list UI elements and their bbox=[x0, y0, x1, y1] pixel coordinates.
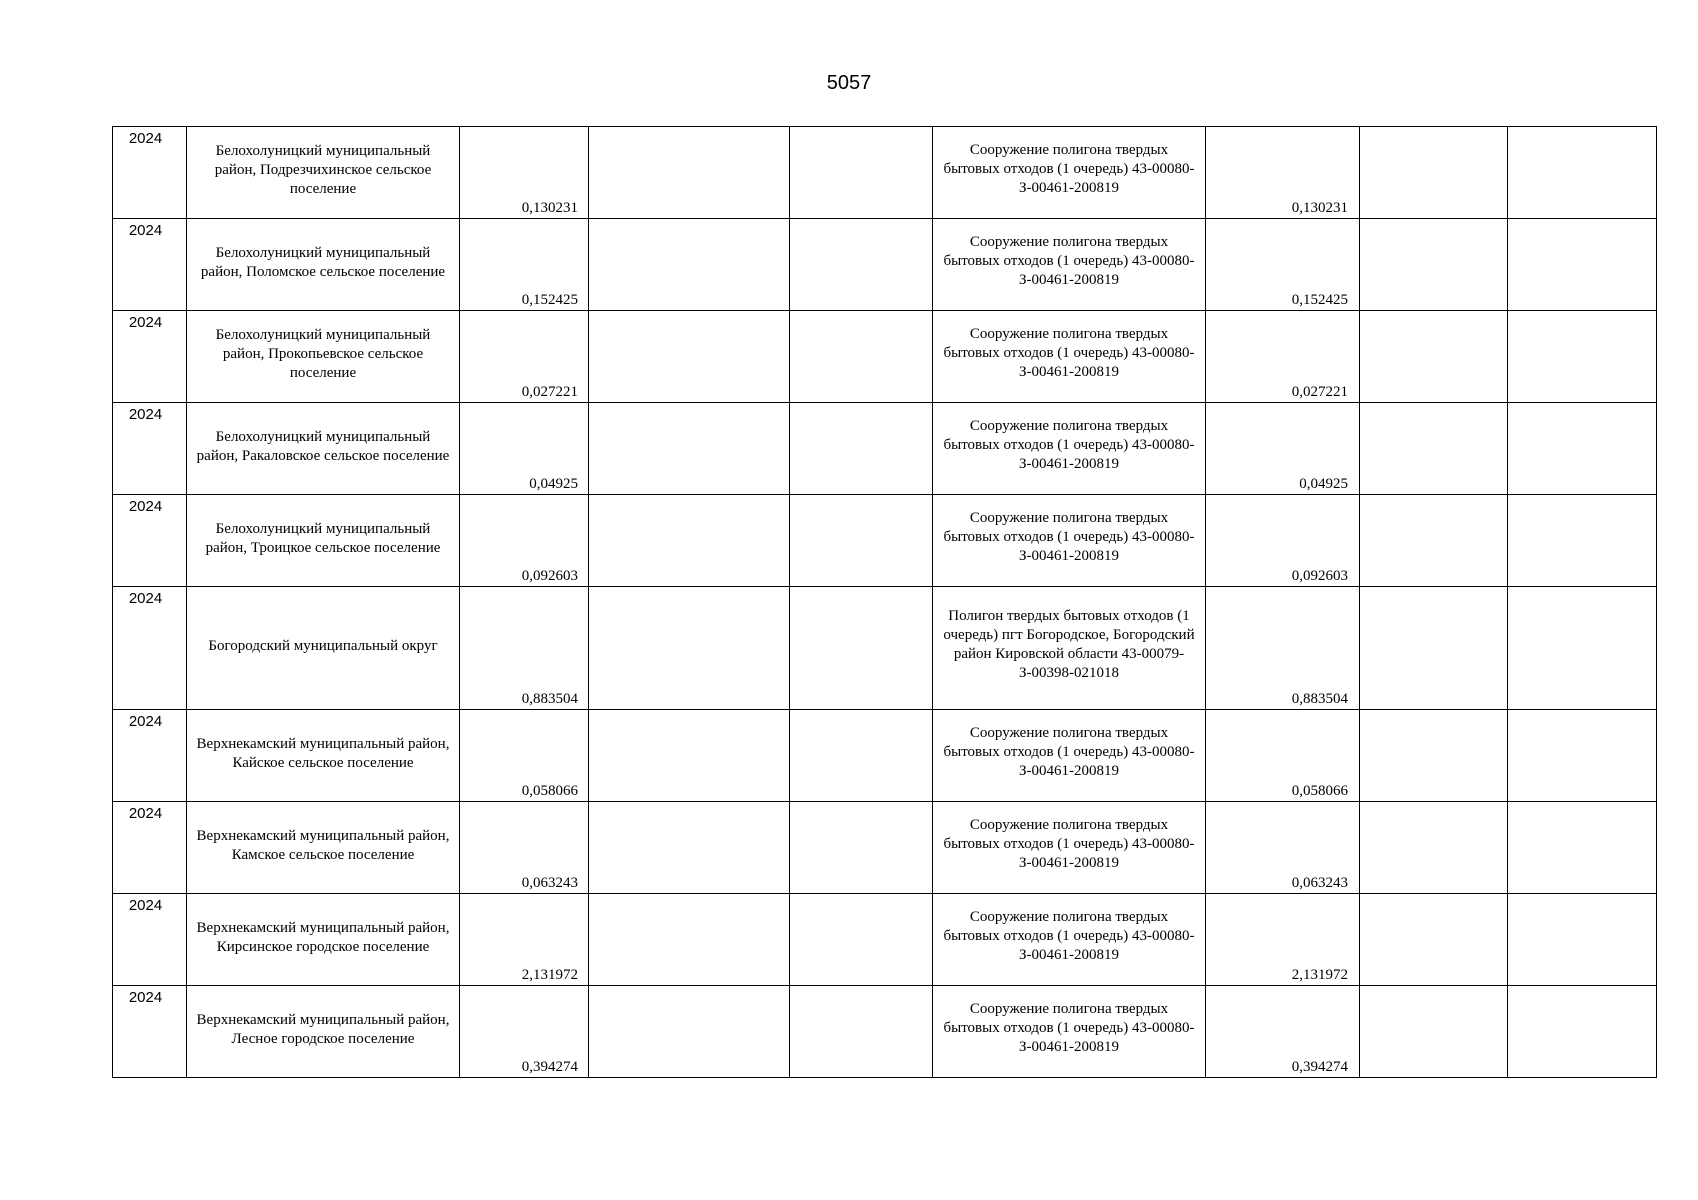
empty-cell bbox=[1360, 587, 1508, 710]
value-cell bbox=[460, 311, 589, 403]
value-cell bbox=[460, 495, 589, 587]
year-value: 2024 bbox=[128, 222, 163, 239]
object-name: Сооружение полигона твердых бытовых отходов (1 очередь) 43-00080-З-00461-200819 bbox=[943, 1001, 1195, 1055]
object-name: Сооружение полигона твердых бытовых отходов (1 очередь) 43-00080-З-00461-200819 bbox=[943, 326, 1195, 380]
empty-cell bbox=[1360, 894, 1508, 986]
object-value-cell bbox=[1206, 587, 1360, 710]
municipality-cell bbox=[187, 802, 460, 894]
municipality-cell bbox=[187, 219, 460, 311]
year-cell bbox=[113, 710, 187, 802]
empty-cell bbox=[1508, 403, 1657, 495]
municipality-name: Верхнекамский муниципальный район, Камское сельское поселение bbox=[196, 827, 450, 863]
empty-cell bbox=[1508, 127, 1657, 219]
municipality-cell bbox=[187, 311, 460, 403]
object-value: 0,058066 bbox=[1291, 783, 1348, 799]
empty-cell bbox=[790, 219, 933, 311]
empty-cell bbox=[589, 127, 790, 219]
year-value: 2024 bbox=[128, 897, 163, 914]
value-cell bbox=[460, 986, 589, 1078]
year-value: 2024 bbox=[128, 130, 163, 147]
object-value: 0,092603 bbox=[1291, 568, 1348, 584]
empty-cell bbox=[790, 495, 933, 587]
object-value: 0,04925 bbox=[1299, 476, 1348, 492]
object-value-cell bbox=[1206, 986, 1360, 1078]
object-value: 0,027221 bbox=[1291, 384, 1348, 400]
object-name: Сооружение полигона твердых бытовых отходов (1 очередь) 43-00080-З-00461-200819 bbox=[943, 234, 1195, 288]
object-value-cell bbox=[1206, 802, 1360, 894]
empty-cell bbox=[589, 587, 790, 710]
year-cell bbox=[113, 587, 187, 710]
municipality-name: Верхнекамский муниципальный район, Лесное городское поселение bbox=[196, 1011, 450, 1047]
object-value-cell bbox=[1206, 311, 1360, 403]
value: 0,092603 bbox=[521, 568, 578, 584]
empty-cell bbox=[790, 986, 933, 1078]
empty-cell bbox=[1508, 495, 1657, 587]
object-value-cell bbox=[1206, 495, 1360, 587]
empty-cell bbox=[1360, 403, 1508, 495]
object-name: Сооружение полигона твердых бытовых отходов (1 очередь) 43-00080-З-00461-200819 bbox=[943, 817, 1195, 871]
municipality-cell bbox=[187, 403, 460, 495]
municipality-name: Верхнекамский муниципальный район, Кирсинское городское поселение bbox=[196, 919, 450, 955]
municipality-cell bbox=[187, 127, 460, 219]
empty-cell bbox=[1508, 894, 1657, 986]
object-value: 0,152425 bbox=[1291, 292, 1348, 308]
table-row bbox=[113, 710, 1657, 802]
empty-cell bbox=[1508, 311, 1657, 403]
object-cell bbox=[933, 894, 1206, 986]
value: 0,394274 bbox=[521, 1059, 578, 1075]
empty-cell bbox=[589, 219, 790, 311]
municipality-cell bbox=[187, 894, 460, 986]
municipality-name: Белохолуницкий муниципальный район, Троицкое сельское поселение bbox=[205, 520, 441, 556]
year-cell bbox=[113, 986, 187, 1078]
value: 0,152425 bbox=[521, 292, 578, 308]
municipality-cell bbox=[187, 587, 460, 710]
object-cell bbox=[933, 403, 1206, 495]
empty-cell bbox=[790, 802, 933, 894]
value: 0,063243 bbox=[521, 875, 578, 891]
empty-cell bbox=[589, 403, 790, 495]
year-cell bbox=[113, 802, 187, 894]
object-name: Полигон твердых бытовых отходов (1 очередь) пгт Богородское, Богородский район Кировской области 43-00079-З-00398-021018 bbox=[943, 608, 1195, 681]
empty-cell bbox=[790, 894, 933, 986]
year-value: 2024 bbox=[128, 805, 163, 822]
municipality-name: Белохолуницкий муниципальный район, Ракаловское сельское поселение bbox=[196, 428, 450, 464]
object-cell bbox=[933, 587, 1206, 710]
value: 0,130231 bbox=[521, 200, 578, 216]
year-value: 2024 bbox=[128, 590, 163, 607]
object-cell bbox=[933, 495, 1206, 587]
empty-cell bbox=[790, 403, 933, 495]
table-row bbox=[113, 403, 1657, 495]
year-value: 2024 bbox=[128, 713, 163, 730]
object-cell bbox=[933, 802, 1206, 894]
empty-cell bbox=[1508, 587, 1657, 710]
empty-cell bbox=[589, 710, 790, 802]
page-number: 5057 bbox=[826, 72, 872, 94]
year-value: 2024 bbox=[128, 498, 163, 515]
table-body bbox=[113, 127, 1657, 1078]
empty-cell bbox=[1508, 219, 1657, 311]
object-value-cell bbox=[1206, 403, 1360, 495]
value-cell bbox=[460, 894, 589, 986]
empty-cell bbox=[1360, 127, 1508, 219]
year-cell bbox=[113, 311, 187, 403]
object-name: Сооружение полигона твердых бытовых отходов (1 очередь) 43-00080-З-00461-200819 bbox=[943, 510, 1195, 564]
value: 0,027221 bbox=[521, 384, 578, 400]
table-row bbox=[113, 311, 1657, 403]
value: 0,04925 bbox=[529, 476, 578, 492]
object-cell bbox=[933, 219, 1206, 311]
municipality-name: Белохолуницкий муниципальный район, Прокопьевское сельское поселение bbox=[215, 327, 431, 381]
empty-cell bbox=[1508, 802, 1657, 894]
municipality-name: Белохолуницкий муниципальный район, Поломское сельское поселение bbox=[200, 244, 446, 280]
table-row bbox=[113, 894, 1657, 986]
empty-cell bbox=[790, 587, 933, 710]
value-cell bbox=[460, 403, 589, 495]
empty-cell bbox=[1360, 802, 1508, 894]
object-value-cell bbox=[1206, 710, 1360, 802]
empty-cell bbox=[589, 495, 790, 587]
empty-cell bbox=[589, 802, 790, 894]
table-row bbox=[113, 587, 1657, 710]
object-cell bbox=[933, 710, 1206, 802]
municipality-cell bbox=[187, 495, 460, 587]
value-cell bbox=[460, 710, 589, 802]
empty-cell bbox=[1508, 710, 1657, 802]
value: 0,058066 bbox=[521, 783, 578, 799]
object-value: 0,394274 bbox=[1291, 1059, 1348, 1075]
value-cell bbox=[460, 587, 589, 710]
empty-cell bbox=[1360, 495, 1508, 587]
data-table bbox=[112, 126, 1657, 1078]
value-cell bbox=[460, 802, 589, 894]
table-row bbox=[113, 219, 1657, 311]
object-value: 2,131972 bbox=[1291, 967, 1348, 983]
municipality-name: Белохолуницкий муниципальный район, Подрезчихинское сельское поселение bbox=[214, 143, 432, 197]
table-row bbox=[113, 802, 1657, 894]
object-name: Сооружение полигона твердых бытовых отходов (1 очередь) 43-00080-З-00461-200819 bbox=[943, 725, 1195, 779]
value-cell bbox=[460, 127, 589, 219]
empty-cell bbox=[1360, 986, 1508, 1078]
object-cell bbox=[933, 127, 1206, 219]
empty-cell bbox=[790, 127, 933, 219]
value-cell bbox=[460, 219, 589, 311]
empty-cell bbox=[1360, 219, 1508, 311]
empty-cell bbox=[589, 894, 790, 986]
municipality-cell bbox=[187, 986, 460, 1078]
year-cell bbox=[113, 495, 187, 587]
year-cell bbox=[113, 127, 187, 219]
year-value: 2024 bbox=[128, 989, 163, 1006]
object-cell bbox=[933, 986, 1206, 1078]
empty-cell bbox=[1360, 710, 1508, 802]
empty-cell bbox=[1508, 986, 1657, 1078]
municipality-name: Богородский муниципальный округ bbox=[208, 637, 438, 654]
empty-cell bbox=[1360, 311, 1508, 403]
object-value-cell bbox=[1206, 219, 1360, 311]
year-value: 2024 bbox=[128, 314, 163, 331]
object-cell bbox=[933, 311, 1206, 403]
year-cell bbox=[113, 403, 187, 495]
table-row bbox=[113, 495, 1657, 587]
object-value: 0,063243 bbox=[1291, 875, 1348, 891]
object-value-cell bbox=[1206, 894, 1360, 986]
empty-cell bbox=[589, 311, 790, 403]
empty-cell bbox=[790, 311, 933, 403]
empty-cell bbox=[790, 710, 933, 802]
year-cell bbox=[113, 894, 187, 986]
object-name: Сооружение полигона твердых бытовых отходов (1 очередь) 43-00080-З-00461-200819 bbox=[943, 418, 1195, 472]
empty-cell bbox=[589, 986, 790, 1078]
municipality-name: Верхнекамский муниципальный район, Кайское сельское поселение bbox=[196, 735, 450, 771]
object-value-cell bbox=[1206, 127, 1360, 219]
object-name: Сооружение полигона твердых бытовых отходов (1 очередь) 43-00080-З-00461-200819 bbox=[943, 909, 1195, 963]
object-value: 0,130231 bbox=[1291, 200, 1348, 216]
object-name: Сооружение полигона твердых бытовых отходов (1 очередь) 43-00080-З-00461-200819 bbox=[943, 142, 1195, 196]
municipality-cell bbox=[187, 710, 460, 802]
year-value: 2024 bbox=[128, 406, 163, 423]
value: 2,131972 bbox=[521, 967, 578, 983]
year-cell bbox=[113, 219, 187, 311]
object-value: 0,883504 bbox=[1291, 691, 1348, 707]
table-row bbox=[113, 986, 1657, 1078]
table-row bbox=[113, 127, 1657, 219]
value: 0,883504 bbox=[521, 691, 578, 707]
